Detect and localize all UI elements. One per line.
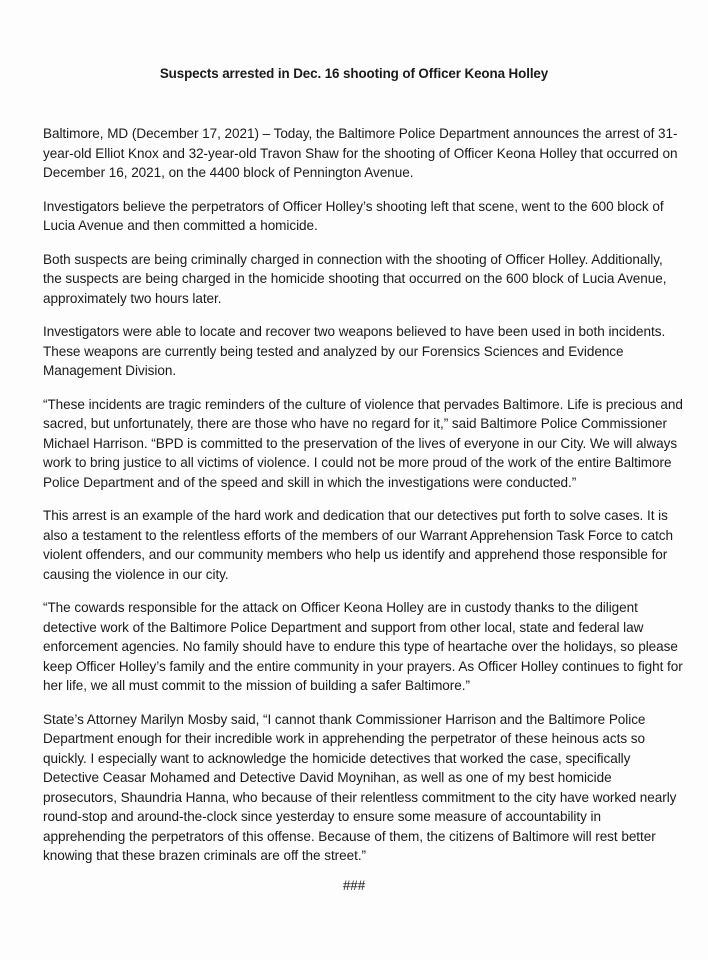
press-release-title: Suspects arrested in Dec. 16 shooting of Officer Keona Holley xyxy=(159,66,549,81)
paragraph-investigation: Investigators believe the perpetrators of Officer Holley’s shooting left that scene, went to the 600 block of Lucia Avenue and then committed a homicide. xyxy=(43,198,664,233)
paragraph-charges: Both suspects are being criminally charged in connection with the shooting of Officer Holley. Additionally, the suspects are being charged in the homicide shooting that occurred on the 600 block of Lucia Avenue, approximately two hours later. xyxy=(43,251,667,306)
press-release-body xyxy=(43,124,683,880)
paragraph-custody-quote: “The cowards responsible for the attack on Officer Keona Holley are in custody thanks to the diligent detective work of the Baltimore Police Department and support from other local, state and federal law enforcement agencies. No family should have to endure this type of heartache over the holidays, so please keep Officer Holley’s family and the entire community in your prayers. As Officer Holley continues to fight for her life, we all must commit to the mission of building a safer Baltimore.” xyxy=(43,600,683,693)
paragraph-weapons: Investigators were able to locate and recover two weapons believed to have been used in both incidents. These weapons are currently being tested and analyzed by our Forensics Sciences and Evidence Management Division. xyxy=(43,324,666,378)
paragraph-announcement: Baltimore, MD (December 17, 2021) – Today, the Baltimore Police Department announces the arrest of 31-year-old Elliot Knox and 32-year-old Travon Shaw for the shooting of Officer Keona Holley that occurred on December 16, 2021, on the 4400 block of Pennington Avenue. xyxy=(43,126,678,180)
paragraph-states-attorney-quote: State’s Attorney Marilyn Mosby said, “I cannot thank Commissioner Harrison and the Baltimore Police Department enough for their incredible work in apprehending the perpetrator of these heinous acts so quickly. I especially want to acknowledge the homicide detectives that worked the case, specifically Detective Ceasar Mohamed and Detective David Moynihan, as well as one of my best homicide prosecutors, Shaundria Hanna, who because of their relentless commitment to the city have worked nearly round-stop and around-the-clock since yesterday to ensure some measure of accountability in apprehending the perpetrators of this offense. Because of them, the citizens of Baltimore will rest better knowing that these brazen criminals are off the street.” xyxy=(43,711,677,863)
paragraph-task-force: This arrest is an example of the hard work and dedication that our detectives put forth to solve cases. It is also a testament to the relentless efforts of the members of our Warrant Apprehension Task Force to catch violent offenders, and our community members who help us identify and apprehend those responsible for causing the violence in our city. xyxy=(43,508,674,582)
end-mark: ### xyxy=(342,878,366,893)
paragraph-commissioner-quote: “These incidents are tragic reminders of the culture of violence that pervades Baltimore. Life is precious and sacred, but unfortunately, there are those who have no regard for it,” said Baltimore Police Commissioner Michael Harrison. “BPD is committed to the preservation of the lives of everyone in our City. We will always work to bring justice to all victims of violence. I could not be more proud of the work of the entire Baltimore Police Department and of the speed and skill in which the investigations were conducted.” xyxy=(43,396,683,490)
